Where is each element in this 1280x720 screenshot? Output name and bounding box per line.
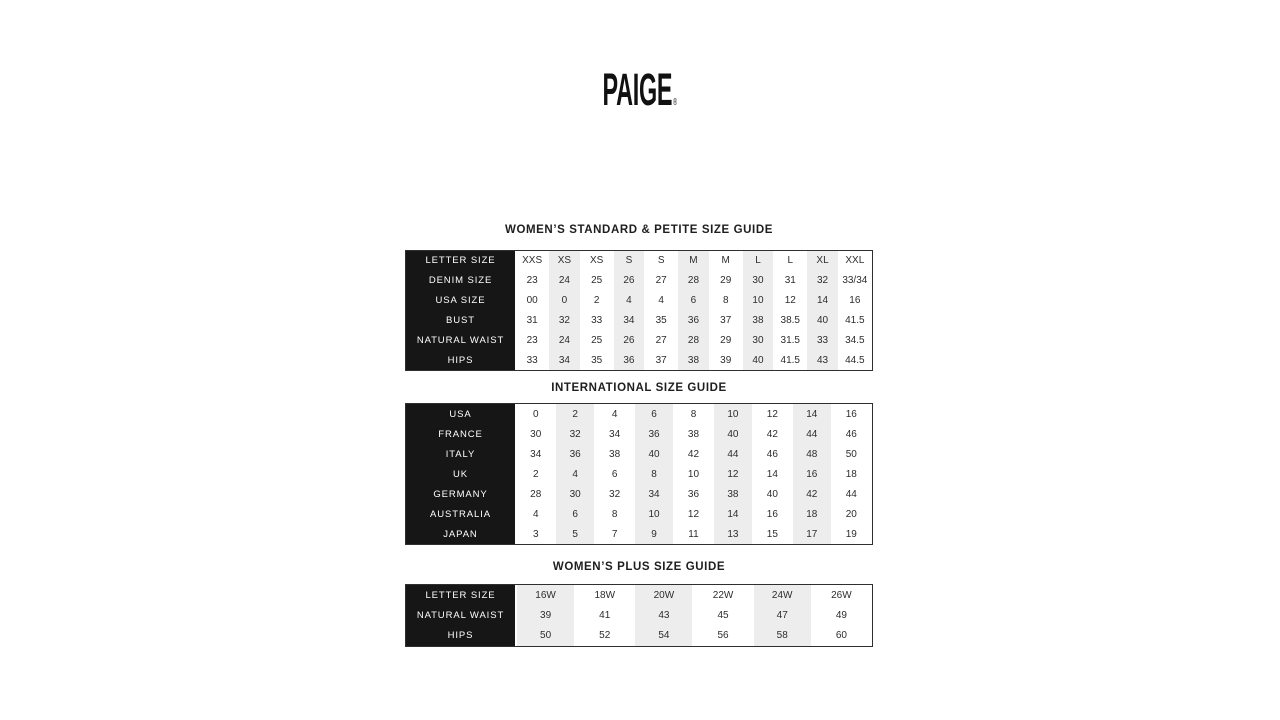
size-value-cell: 10: [674, 464, 713, 484]
size-table-row: [406, 404, 871, 424]
size-value-cell: 37: [710, 310, 742, 330]
size-value-cell: 30: [742, 330, 774, 350]
size-value-cell: 18: [792, 504, 831, 524]
size-value-cell: 12: [713, 464, 752, 484]
size-value-cell: 34: [634, 484, 673, 504]
size-value-cell: 3: [516, 524, 555, 544]
size-value-cell: 0: [548, 291, 580, 311]
size-value-cell: 16: [839, 291, 871, 311]
size-table-row: [406, 464, 871, 484]
size-value-cell: 10: [713, 404, 752, 424]
row-label: USA SIZE: [406, 291, 516, 311]
size-value-cell: 9: [634, 524, 673, 544]
size-value-cell: L: [742, 251, 774, 271]
size-value-cell: XS: [581, 251, 613, 271]
size-value-cell: 47: [753, 605, 812, 625]
size-value-cell: 36: [677, 310, 709, 330]
row-label: ITALY: [406, 444, 516, 464]
size-value-cell: 20: [832, 504, 872, 524]
size-value-cell: 4: [613, 291, 645, 311]
size-value-cell: 28: [677, 330, 709, 350]
size-value-cell: 38: [742, 310, 774, 330]
size-value-cell: 42: [753, 424, 792, 444]
size-value-cell: 48: [792, 444, 831, 464]
size-value-cell: 7: [595, 524, 634, 544]
size-value-cell: 24: [548, 271, 580, 291]
size-table: [406, 585, 872, 646]
size-table-row: [406, 444, 871, 464]
size-value-cell: 12: [753, 404, 792, 424]
size-value-cell: 31.5: [774, 330, 806, 350]
size-value-cell: 34: [548, 350, 580, 370]
row-label: NATURAL WAIST: [406, 330, 516, 350]
size-value-cell: 37: [645, 350, 677, 370]
size-value-cell: 10: [634, 504, 673, 524]
size-table-row: [406, 291, 871, 311]
international-size-table: [405, 403, 873, 545]
size-value-cell: 18W: [575, 585, 634, 605]
row-label: BUST: [406, 310, 516, 330]
size-value-cell: 44: [792, 424, 831, 444]
size-value-cell: 33/34: [839, 271, 871, 291]
size-value-cell: M: [710, 251, 742, 271]
size-value-cell: 50: [832, 444, 872, 464]
size-value-cell: 41.5: [839, 310, 871, 330]
size-value-cell: 16: [753, 504, 792, 524]
size-value-cell: 41.5: [774, 350, 806, 370]
size-value-cell: 11: [674, 524, 713, 544]
size-value-cell: 12: [674, 504, 713, 524]
size-value-cell: 0: [516, 404, 555, 424]
size-value-cell: 8: [710, 291, 742, 311]
size-value-cell: 34: [613, 310, 645, 330]
size-table-row: [406, 330, 871, 350]
size-value-cell: 40: [634, 444, 673, 464]
size-value-cell: L: [774, 251, 806, 271]
row-label: UK: [406, 464, 516, 484]
size-value-cell: 39: [710, 350, 742, 370]
row-label: LETTER SIZE: [406, 585, 516, 605]
size-value-cell: 27: [645, 330, 677, 350]
size-value-cell: 26W: [812, 585, 871, 605]
international-table-title: INTERNATIONAL SIZE GUIDE: [551, 382, 727, 394]
size-value-cell: 25: [581, 330, 613, 350]
size-value-cell: 44.5: [839, 350, 871, 370]
size-value-cell: 40: [742, 350, 774, 370]
size-value-cell: 25: [581, 271, 613, 291]
size-value-cell: 56: [693, 626, 752, 646]
size-value-cell: XS: [548, 251, 580, 271]
size-table: [406, 404, 872, 544]
size-value-cell: 46: [753, 444, 792, 464]
size-value-cell: S: [645, 251, 677, 271]
size-guide-content: [405, 0, 873, 720]
size-value-cell: 34: [516, 444, 555, 464]
size-value-cell: 26: [613, 271, 645, 291]
size-value-cell: 00: [516, 291, 548, 311]
size-value-cell: 45: [693, 605, 752, 625]
size-value-cell: 16: [792, 464, 831, 484]
size-value-cell: 36: [555, 444, 594, 464]
size-value-cell: 43: [806, 350, 838, 370]
size-value-cell: 38.5: [774, 310, 806, 330]
size-value-cell: 24: [548, 330, 580, 350]
size-table-row: [406, 605, 871, 625]
size-value-cell: 23: [516, 330, 548, 350]
size-value-cell: 13: [713, 524, 752, 544]
size-value-cell: 12: [774, 291, 806, 311]
size-value-cell: 36: [674, 484, 713, 504]
size-value-cell: 44: [713, 444, 752, 464]
size-value-cell: 22W: [693, 585, 752, 605]
size-value-cell: 32: [806, 271, 838, 291]
size-value-cell: S: [613, 251, 645, 271]
size-value-cell: M: [677, 251, 709, 271]
size-table-row: [406, 524, 871, 544]
size-value-cell: 8: [595, 504, 634, 524]
size-table-row: [406, 585, 871, 605]
row-label: FRANCE: [406, 424, 516, 444]
size-value-cell: 40: [753, 484, 792, 504]
plus-size-table: [405, 584, 873, 647]
size-value-cell: 31: [774, 271, 806, 291]
size-value-cell: XL: [806, 251, 838, 271]
size-value-cell: 38: [595, 444, 634, 464]
row-label: JAPAN: [406, 524, 516, 544]
row-label: HIPS: [406, 350, 516, 370]
size-value-cell: 35: [645, 310, 677, 330]
size-table-row: [406, 424, 871, 444]
size-value-cell: 52: [575, 626, 634, 646]
standard-petite-table-title: WOMEN’S STANDARD & PETITE SIZE GUIDE: [504, 224, 773, 236]
size-value-cell: 4: [595, 404, 634, 424]
size-value-cell: 14: [792, 404, 831, 424]
size-value-cell: 27: [645, 271, 677, 291]
size-value-cell: 29: [710, 271, 742, 291]
size-value-cell: 29: [710, 330, 742, 350]
size-value-cell: 17: [792, 524, 831, 544]
size-value-cell: 6: [634, 404, 673, 424]
size-value-cell: 39: [516, 605, 575, 625]
size-value-cell: 58: [753, 626, 812, 646]
size-value-cell: 40: [806, 310, 838, 330]
size-value-cell: 16: [832, 404, 872, 424]
size-value-cell: 14: [753, 464, 792, 484]
size-value-cell: XXS: [516, 251, 548, 271]
size-value-cell: 50: [516, 626, 575, 646]
size-value-cell: 19: [832, 524, 872, 544]
size-table-row: [406, 310, 871, 330]
row-label: AUSTRALIA: [406, 504, 516, 524]
size-value-cell: 40: [713, 424, 752, 444]
size-value-cell: 38: [713, 484, 752, 504]
size-value-cell: 36: [613, 350, 645, 370]
size-value-cell: 15: [753, 524, 792, 544]
size-value-cell: 28: [677, 271, 709, 291]
size-value-cell: 30: [516, 424, 555, 444]
size-table-row: [406, 504, 871, 524]
size-value-cell: 38: [677, 350, 709, 370]
size-value-cell: 8: [674, 404, 713, 424]
registered-trademark-symbol: ®: [673, 97, 678, 108]
size-value-cell: 60: [812, 626, 871, 646]
size-value-cell: 6: [677, 291, 709, 311]
size-value-cell: 38: [674, 424, 713, 444]
size-value-cell: 42: [792, 484, 831, 504]
size-value-cell: 4: [555, 464, 594, 484]
size-value-cell: 32: [548, 310, 580, 330]
row-label: HIPS: [406, 626, 516, 646]
row-label: GERMANY: [406, 484, 516, 504]
size-table-row: [406, 626, 871, 646]
size-value-cell: 32: [555, 424, 594, 444]
size-value-cell: 33: [516, 350, 548, 370]
plus-table-title: WOMEN’S PLUS SIZE GUIDE: [552, 561, 726, 573]
row-label: LETTER SIZE: [406, 251, 516, 271]
brand-name: PAIGE: [602, 64, 673, 115]
size-value-cell: 32: [595, 484, 634, 504]
size-value-cell: 23: [516, 271, 548, 291]
size-table-row: [406, 251, 871, 271]
size-value-cell: 14: [713, 504, 752, 524]
size-value-cell: 5: [555, 524, 594, 544]
size-value-cell: 8: [634, 464, 673, 484]
size-value-cell: 43: [634, 605, 693, 625]
size-value-cell: 2: [516, 464, 555, 484]
standard-petite-size-table: [405, 250, 873, 371]
size-value-cell: 26: [613, 330, 645, 350]
size-value-cell: 6: [555, 504, 594, 524]
size-value-cell: 41: [575, 605, 634, 625]
size-table-row: [406, 271, 871, 291]
size-value-cell: 30: [555, 484, 594, 504]
size-value-cell: 44: [832, 484, 872, 504]
size-value-cell: 33: [806, 330, 838, 350]
size-value-cell: 2: [581, 291, 613, 311]
size-value-cell: 4: [645, 291, 677, 311]
row-label: DENIM SIZE: [406, 271, 516, 291]
size-value-cell: 2: [555, 404, 594, 424]
size-value-cell: 18: [832, 464, 872, 484]
size-value-cell: 33: [581, 310, 613, 330]
size-value-cell: 46: [832, 424, 872, 444]
size-value-cell: 30: [742, 271, 774, 291]
size-value-cell: 14: [806, 291, 838, 311]
size-table: [406, 251, 872, 370]
size-value-cell: 54: [634, 626, 693, 646]
size-value-cell: 36: [634, 424, 673, 444]
size-value-cell: 20W: [634, 585, 693, 605]
size-value-cell: 49: [812, 605, 871, 625]
row-label: USA: [406, 404, 516, 424]
size-value-cell: 4: [516, 504, 555, 524]
row-label: NATURAL WAIST: [406, 605, 516, 625]
size-value-cell: 31: [516, 310, 548, 330]
size-table-row: [406, 350, 871, 370]
size-value-cell: 34: [595, 424, 634, 444]
size-value-cell: 6: [595, 464, 634, 484]
size-value-cell: 34.5: [839, 330, 871, 350]
size-value-cell: 10: [742, 291, 774, 311]
size-value-cell: 35: [581, 350, 613, 370]
size-value-cell: 28: [516, 484, 555, 504]
size-value-cell: XXL: [839, 251, 871, 271]
size-value-cell: 42: [674, 444, 713, 464]
size-table-row: [406, 484, 871, 504]
size-value-cell: 24W: [753, 585, 812, 605]
size-value-cell: 16W: [516, 585, 575, 605]
